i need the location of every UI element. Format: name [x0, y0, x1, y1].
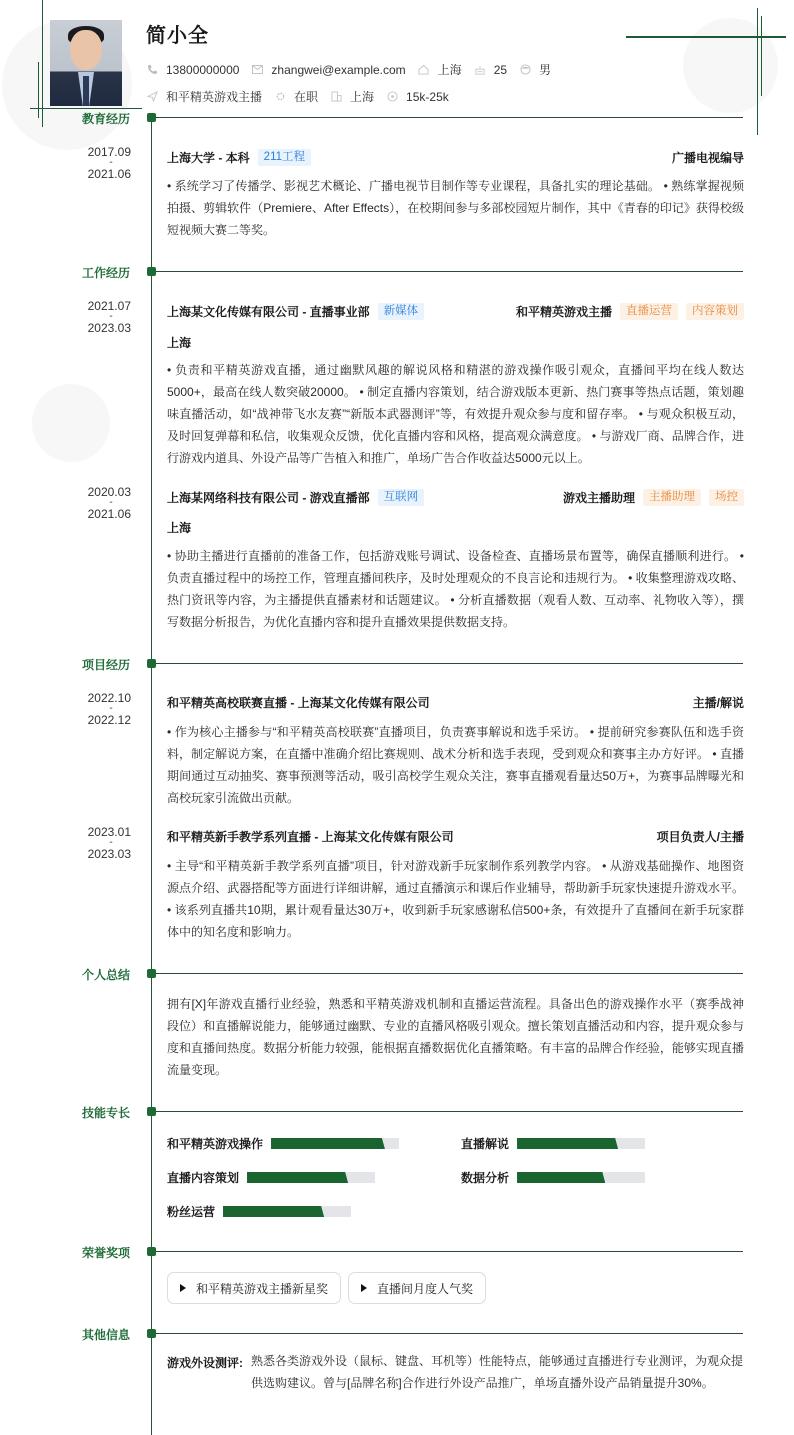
date-range: 2021.07 - 2023.03 — [87, 299, 131, 335]
section-other — [0, 1327, 794, 1341]
skill-bar-fill — [271, 1138, 385, 1149]
date-range: 2017.09 - 2021.06 — [87, 145, 131, 181]
decorative-circle — [683, 18, 778, 113]
building-icon — [330, 91, 342, 103]
work-city: 上海 — [167, 521, 192, 535]
section-awards — [0, 1245, 794, 1259]
section-title: 工作经历 — [81, 266, 130, 280]
education-entry-header — [167, 147, 744, 167]
skill-name: 数据分析 — [461, 1171, 510, 1185]
skill-name: 直播解说 — [461, 1137, 510, 1151]
school-tag: 211工程 — [258, 149, 311, 166]
hometown-item: 上海 — [418, 61, 462, 78]
decorative-line — [761, 16, 762, 96]
skill-bar-fill — [517, 1138, 618, 1149]
section-title: 技能专长 — [81, 1106, 130, 1120]
section-title: 个人总结 — [81, 968, 130, 982]
work-entry-header — [167, 301, 744, 321]
candidate-name: 简小全 — [146, 25, 209, 47]
status-item: 在职 — [274, 88, 318, 105]
skill-bar — [517, 1172, 645, 1183]
skill-name: 和平精英游戏操作 — [167, 1137, 264, 1151]
education-description: • 系统学习了传播学、影视艺术概论、广播电视节目制作等专业课程，具备扎实的理论基础。 • 熟练掌握视频拍摄、剪辑软件（Premiere、After Effects），在校期间参与多部校园短片制作，其中《青春的印记》获得校级短视频大赛二等奖。 — [167, 179, 744, 237]
gender-icon — [519, 64, 531, 76]
section-marker — [147, 659, 156, 668]
section-marker — [147, 1107, 156, 1116]
decorative-circle — [32, 384, 110, 462]
section-marker — [147, 969, 156, 978]
skill-bar-fill — [247, 1172, 348, 1183]
role-tag: 直播运营 — [620, 303, 678, 320]
project-description: • 主导“和平精英新手教学系列直播”项目，针对游戏新手玩家制作系列教学内容。 • 从游戏基础操作、地图资源点介绍、武器搭配等方面进行详细讲解，通过直播演示和课后作业辅导，帮助新手玩家快速提升游戏水平。 • 该系列直播共10期，累计观看量达30万+，收到新手玩家感谢私信500+条，有效提升了直播间在新手玩家群体中的知名度和影响力。 — [167, 859, 744, 939]
section-title: 教育经历 — [81, 112, 130, 126]
phone-icon — [146, 64, 158, 76]
salary-icon — [386, 91, 398, 103]
project-entry-header — [167, 826, 744, 846]
skill-bar — [247, 1172, 375, 1183]
project-title: 和平精英新手教学系列直播 - 上海某文化传媒有限公司 — [167, 829, 454, 844]
skill-item — [461, 1169, 645, 1186]
section-marker — [147, 113, 156, 122]
role-tag: 内容策划 — [686, 303, 744, 320]
project-description: • 作为核心主播参与“和平精英高校联赛”直播项目，负责赛事解说和选手采访。 • 提前研究参赛队伍和选手资料，制定解说方案，在直播中准确介绍比赛规则、战术分析和选手表现，受到观众和赛事主办方好评。 • 直播期间通过互动抽奖、赛事预测等活动，吸引高校学生观众关注，赛事直播观看量达50万+，为赛事品牌曝光和高校玩家引流做出贡献。 — [167, 725, 744, 805]
work-description: • 协助主播进行直播前的准备工作，包括游戏账号调试、设备检查、直播场景布置等，确保直播顺利进行。 • 负责直播过程中的场控工作，管理直播间秩序，及时处理观众的不良言论和违规行为。 • 收集整理游戏攻略、热门资讯等内容，为主播提供直播素材和话题建议。 • 分析直播数据（观看人数、互动率、礼物收入等），撰写数据分析报告，为优化直播内容和提升直播效果提供数据支持。 — [167, 549, 744, 629]
work-city: 上海 — [167, 336, 192, 350]
avatar-photo — [50, 20, 122, 106]
role-tag: 主播助理 — [643, 489, 701, 506]
industry-tag: 互联网 — [378, 489, 425, 506]
section-title: 其他信息 — [81, 1328, 130, 1342]
job-role: 游戏主播助理 — [562, 490, 635, 505]
skill-bar — [223, 1206, 351, 1217]
section-title: 项目经历 — [81, 658, 130, 672]
phone-item: 13800000000 — [146, 63, 239, 77]
award-badge: 直播间月度人气奖 — [348, 1272, 486, 1304]
skill-bar-fill — [517, 1172, 605, 1183]
section-divider — [156, 1251, 743, 1252]
date-range: 2020.03 - 2021.06 — [87, 485, 131, 521]
decorative-line — [626, 36, 786, 38]
home-icon — [418, 64, 430, 76]
section-title: 荣誉奖项 — [81, 1246, 130, 1260]
section-summary — [0, 967, 794, 981]
salary-item: 15k-25k — [386, 90, 449, 104]
job-role: 和平精英游戏主播 — [515, 304, 612, 319]
work-description: • 负责和平精英游戏直播，通过幽默风趣的解说风格和精湛的游戏操作吸引观众，直播间平均在线人数达5000+，最高在线人数突破20000。 • 制定直播内容策划，结合游戏版本更新、热门赛事等热点话题，策划趣味直播活动，如“战神带飞水友赛”“新版本武器测评”等，有效提升观众参与度和留存率。 • 与观众积极互动，及时回复弹幕和私信，收集观众反馈，优化直播内容和风格，提高观众满意度。 • 与游戏厂商、品牌合作，进行游戏内道具、外设产品等广告植入和推广，单场广告合作收益达5000元以上。 — [167, 363, 744, 465]
industry-tag: 新媒体 — [378, 303, 425, 320]
project-entry-header — [167, 692, 744, 712]
section-divider — [156, 271, 743, 272]
project-title: 和平精英高校联赛直播 - 上海某文化传媒有限公司 — [167, 695, 430, 710]
triangle-icon — [180, 1284, 186, 1292]
age-icon — [474, 64, 486, 76]
award-badge: 和平精英游戏主播新星奖 — [167, 1272, 341, 1304]
summary-text: 拥有[X]年游戏直播行业经验，熟悉和平精英游戏机制和直播运营流程。具备出色的游戏操作水平（赛季战神段位）和直播解说能力，能够通过幽默、专业的直播风格吸引观众。擅长策划直播活动和内容，提升观众参与度和直播间热度。数据分析能力较强，能根据直播数据优化直播策略。有丰富的品牌合作经验，能够实现直播流量变现。 — [167, 997, 744, 1077]
section-divider — [156, 1111, 743, 1112]
work-entry-header — [167, 487, 744, 507]
decorative-line — [30, 108, 142, 109]
contact-info-row — [146, 61, 563, 78]
section-marker — [147, 1247, 156, 1256]
skill-name: 直播内容策划 — [167, 1171, 240, 1185]
mail-icon — [251, 64, 263, 76]
section-skills — [0, 1105, 794, 1119]
skill-item — [167, 1135, 399, 1152]
project-role: 主播/解说 — [692, 695, 744, 710]
email-item: zhangwei@example.com — [251, 63, 405, 77]
section-work — [0, 265, 794, 279]
age-item: 25 — [474, 63, 507, 77]
status-icon — [274, 91, 286, 103]
city-item: 上海 — [330, 88, 374, 105]
timeline-line — [151, 118, 152, 1435]
section-divider — [156, 663, 743, 664]
section-divider — [156, 973, 743, 974]
section-education — [0, 111, 794, 125]
position-item: 和平精英游戏主播 — [146, 88, 262, 105]
date-range: 2022.10 - 2022.12 — [87, 691, 131, 727]
gender-item: 男 — [519, 61, 551, 78]
send-icon — [146, 91, 158, 103]
project-role: 项目负责人/主播 — [656, 829, 744, 844]
skill-bar-fill — [223, 1206, 324, 1217]
skill-item — [167, 1203, 351, 1220]
role-tag: 场控 — [709, 489, 744, 506]
section-marker — [147, 1329, 156, 1338]
school-name: 上海大学 - 本科 — [167, 150, 250, 165]
section-divider — [156, 117, 743, 118]
date-range: 2023.01 - 2023.03 — [87, 825, 131, 861]
other-info-label: 游戏外设测评: — [167, 1356, 243, 1370]
section-divider — [156, 1333, 743, 1334]
triangle-icon — [361, 1284, 367, 1292]
major: 广播电视编导 — [671, 150, 744, 165]
company-name: 上海某网络科技有限公司 - 游戏直播部 — [167, 490, 370, 505]
skill-bar — [271, 1138, 399, 1149]
section-projects — [0, 657, 794, 671]
skill-item — [167, 1169, 375, 1186]
job-intent-row — [146, 88, 461, 105]
company-name: 上海某文化传媒有限公司 - 直播事业部 — [167, 304, 370, 319]
section-marker — [147, 267, 156, 276]
decorative-line — [38, 62, 39, 118]
skill-name: 粉丝运营 — [167, 1205, 216, 1219]
skill-item — [461, 1135, 645, 1152]
skill-bar — [517, 1138, 645, 1149]
other-info-text: 熟悉各类游戏外设（鼠标、键盘、耳机等）性能特点，能够通过直播进行专业测评，为观众提供选购建议。曾与[品牌名称]合作进行外设产品推广，单场直播外设产品销量提升30%。 — [251, 1354, 744, 1390]
